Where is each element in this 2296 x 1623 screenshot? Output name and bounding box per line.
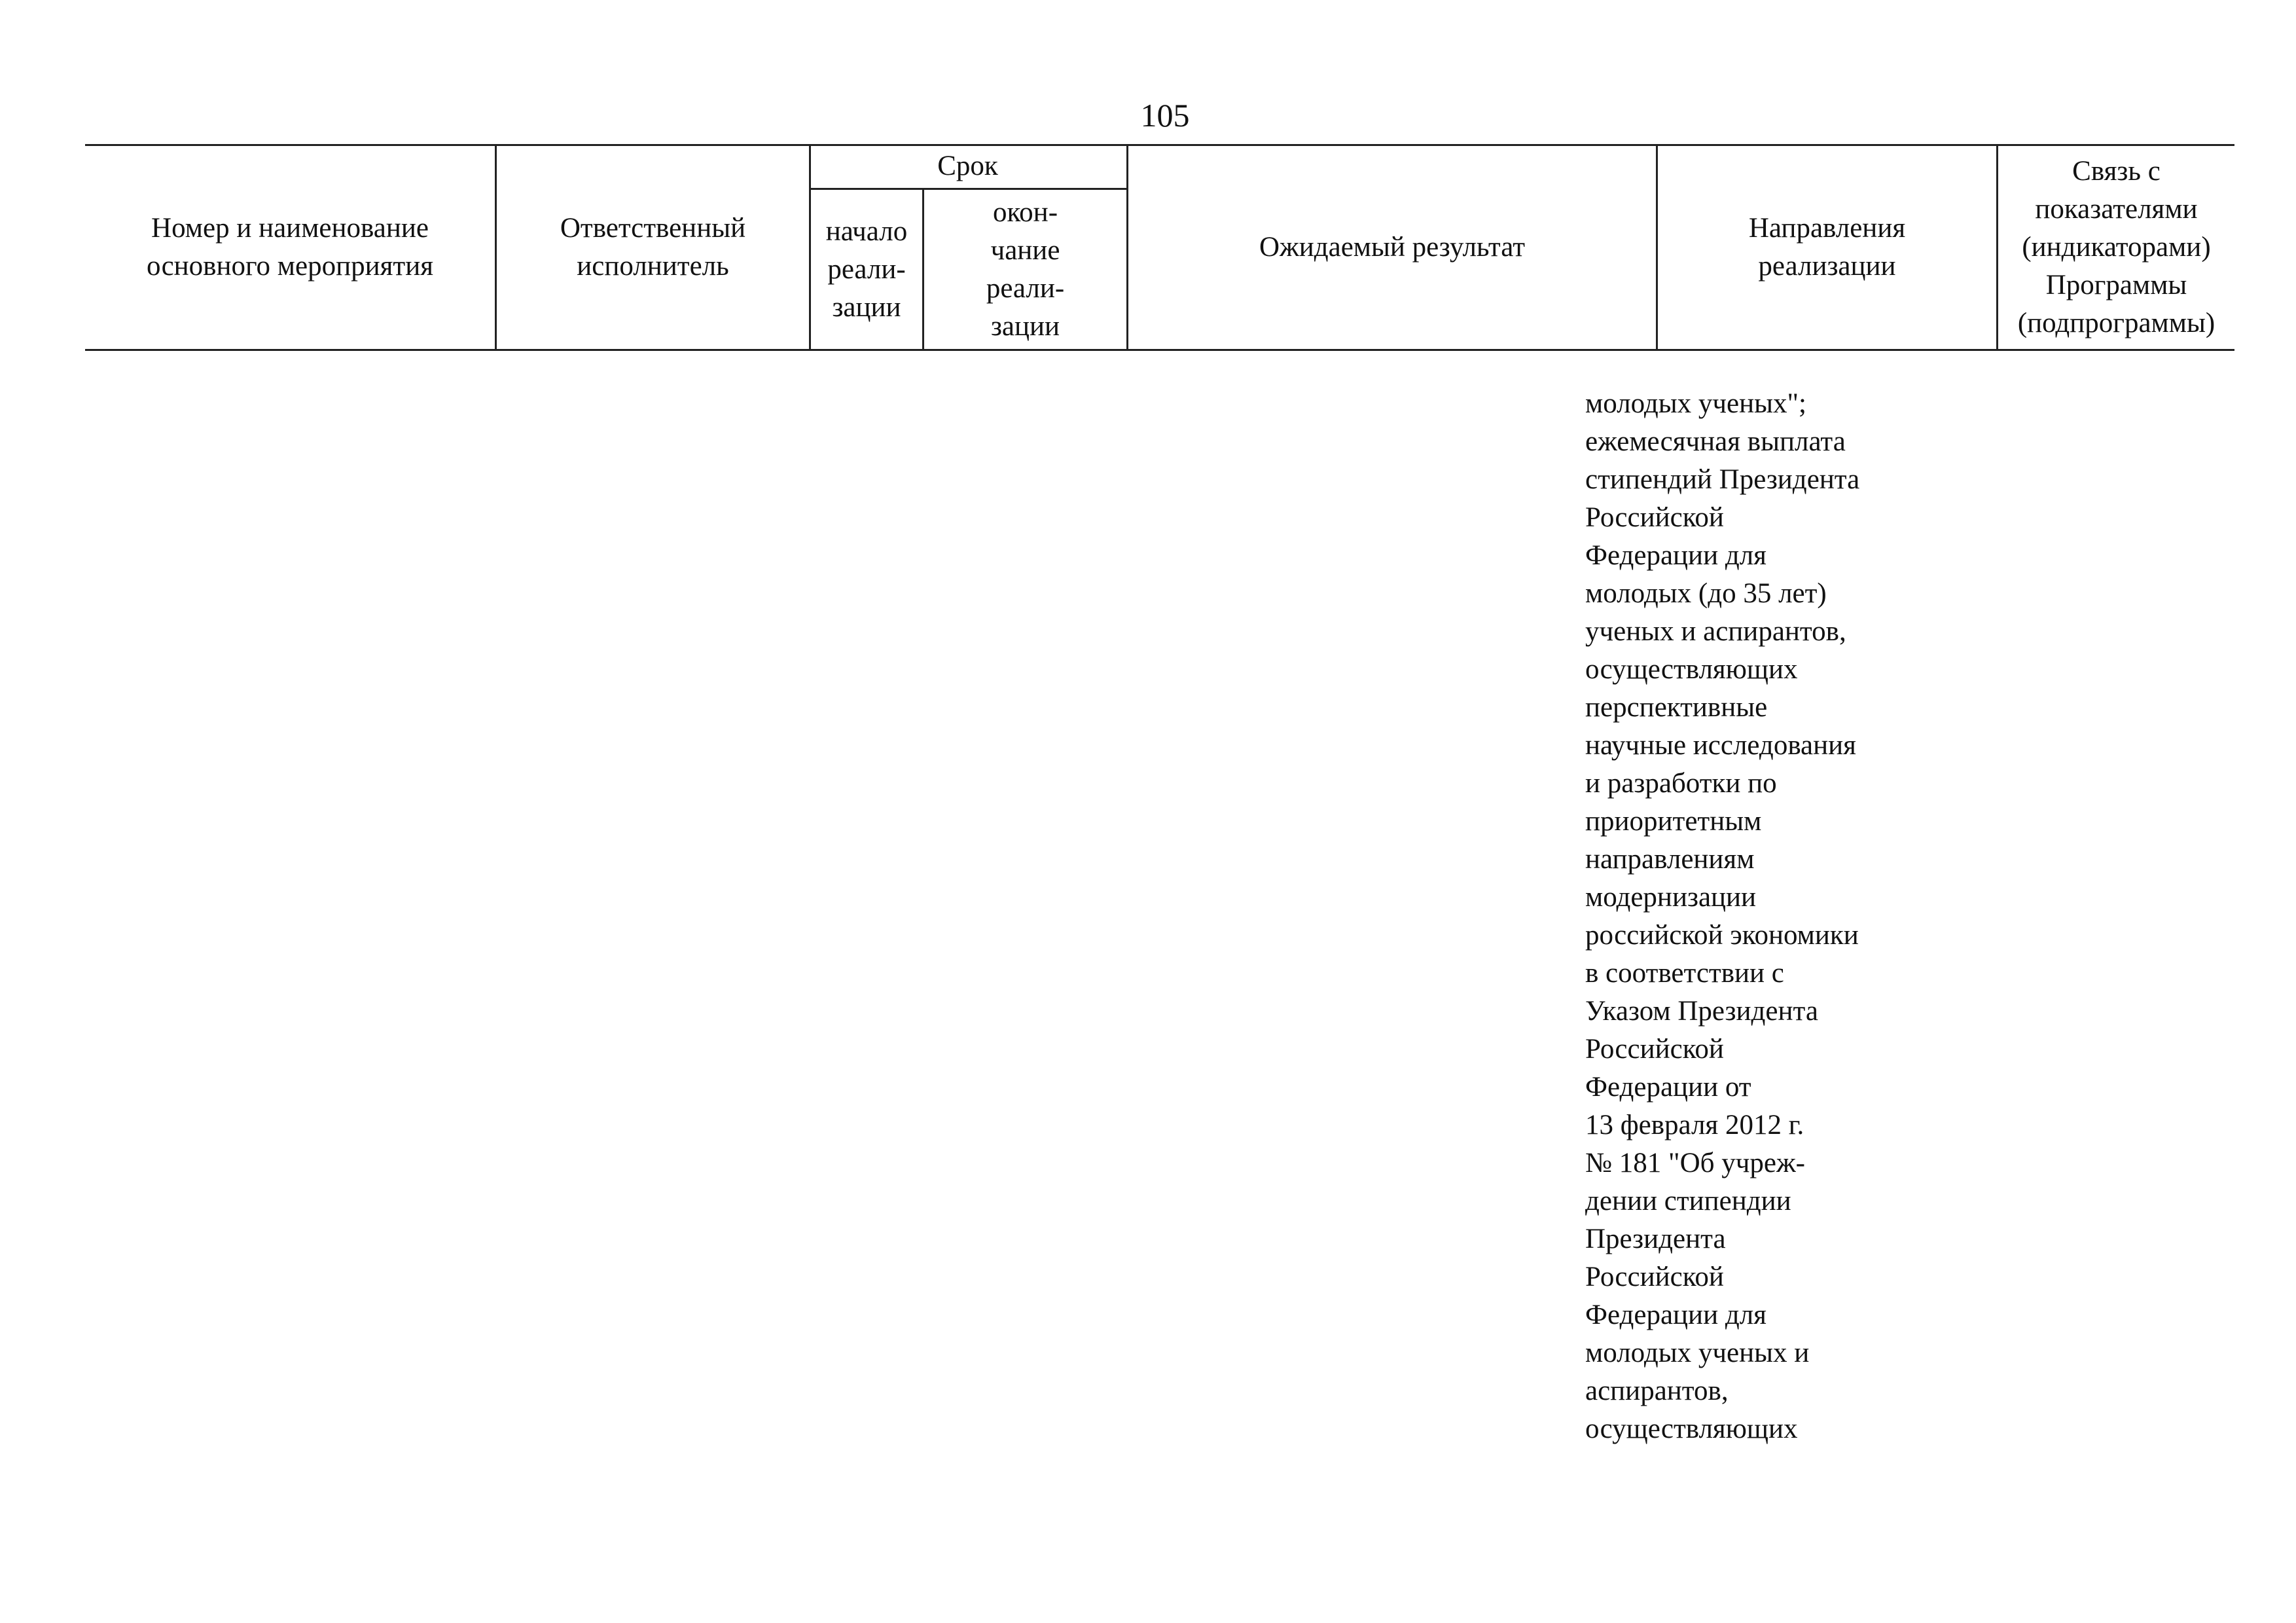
- header-measure-name-label: Номер и наименование основного мероприятия: [147, 213, 433, 282]
- header-term-label: Срок: [937, 151, 998, 181]
- table-header: [85, 144, 2234, 351]
- header-cell-measure-name: [85, 146, 495, 349]
- header-indicators-label: Связь с показателями (индикаторами) Программы (подпрограммы): [2017, 156, 2215, 338]
- header-cell-directions: [1658, 146, 1996, 349]
- directions-cell-text: молодых ученых"; ежемесячная выплата стипендий Президента Российской Федерации для молодых (до 35 лет) ученых и аспирантов, осуществляющих перспективные научные исследования и разработки по приоритетным направлениям модернизации российской экономики в соответствии с Указом Президента Российской Федерации от 13 февраля 2012 г. № 181 "Об учреж- дении стипендии Президента Российской Федерации для молодых ученых и аспирантов, осуществляющих: [1585, 388, 1860, 1444]
- header-cell-executor: [497, 146, 809, 349]
- header-cell-indicators: [1998, 146, 2234, 349]
- header-cell-expected-result: [1128, 146, 1656, 349]
- header-cell-term-start: [811, 190, 922, 349]
- page-number: 105: [1140, 97, 1190, 134]
- header-term-start-label: начало реали- зации: [825, 215, 908, 323]
- header-executor-label: Ответственный исполнитель: [560, 213, 746, 282]
- header-directions-label: Направления реализации: [1748, 213, 1906, 282]
- header-cell-term-end: [924, 190, 1126, 349]
- header-term-end-label: окон- чание реали- зации: [986, 196, 1065, 342]
- header-expected-result-label: Ожидаемый результат: [1259, 232, 1525, 263]
